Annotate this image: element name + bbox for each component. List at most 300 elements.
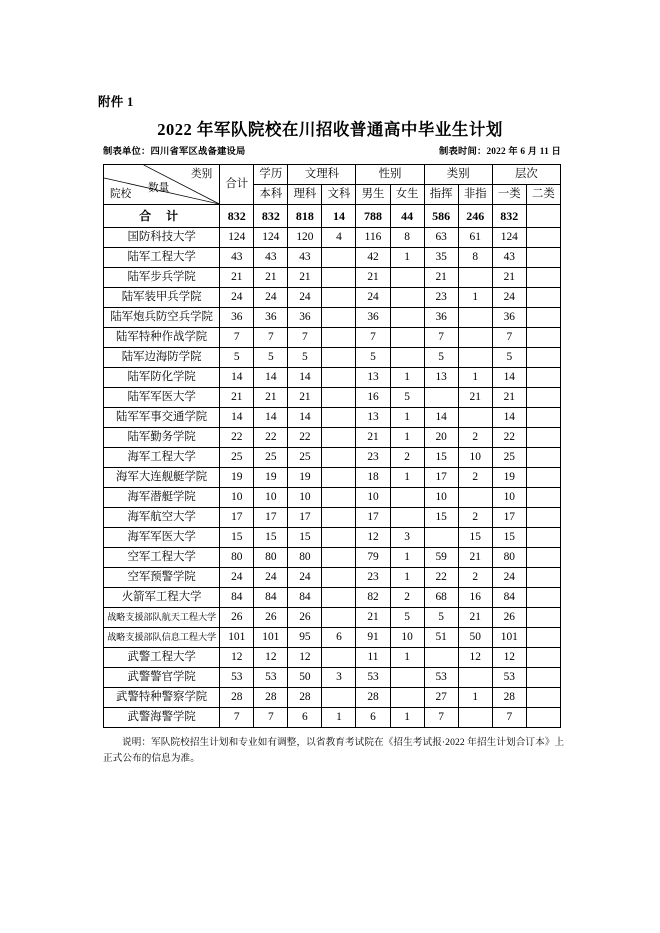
value-cell-二类 [526,668,560,688]
value-cell-非指 [458,408,492,428]
school-name-cell: 海军航空大学 [104,508,220,528]
value-cell-合计: 21 [220,388,254,408]
value-cell-指挥: 51 [424,628,458,648]
table-row [104,408,561,428]
value-cell-非指: 10 [458,448,492,468]
value-cell-二类 [526,508,560,528]
value-cell-非指: 21 [458,548,492,568]
value-cell-非指: 8 [458,248,492,268]
table-row [104,608,561,628]
table-row [104,548,561,568]
value-cell-理科: 10 [288,488,322,508]
school-name-cell: 武警特种警察学院 [104,688,220,708]
value-cell-理科: 25 [288,448,322,468]
value-cell-文科 [322,548,356,568]
table-row [104,448,561,468]
value-cell-男生: 23 [356,568,390,588]
meta-unit: 制表单位：四川省军区战备建设局 [103,147,246,157]
school-name-cell: 战略支援部队信息工程大学 [104,628,220,648]
school-name-cell: 陆军勤务学院 [104,428,220,448]
value-cell-女生 [390,688,424,708]
school-name-cell: 海军军医大学 [104,528,220,548]
value-cell-指挥 [424,388,458,408]
value-cell-非指: 1 [458,688,492,708]
value-cell-非指 [458,328,492,348]
value-cell-本科: 43 [254,248,288,268]
value-cell-二类 [526,648,560,668]
value-cell-二类 [526,248,560,268]
value-cell-本科: 53 [254,668,288,688]
attachment-label: 附件 1 [98,95,134,109]
corner-label-quantity: 数量 [148,183,170,194]
value-cell-指挥: 10 [424,488,458,508]
value-cell-一类: 24 [492,288,526,308]
value-cell-理科: 17 [288,508,322,528]
value-cell-女生: 3 [390,528,424,548]
value-cell-理科: 19 [288,468,322,488]
total-row-label: 合 计 [104,205,220,228]
column-header-noncommand: 非指 [458,185,492,205]
value-cell-女生: 1 [390,248,424,268]
value-cell-男生: 17 [356,508,390,528]
value-cell-指挥: 53 [424,668,458,688]
value-cell-男生: 91 [356,628,390,648]
value-cell-本科: 7 [254,708,288,728]
value-cell-合计: 14 [220,368,254,388]
value-cell-一类: 24 [492,568,526,588]
value-cell-指挥: 5 [424,348,458,368]
value-cell-指挥: 13 [424,368,458,388]
value-cell-本科: 26 [254,608,288,628]
value-cell-二类 [526,268,560,288]
value-cell-本科: 7 [254,328,288,348]
table-row [104,308,561,328]
value-cell-指挥: 14 [424,408,458,428]
value-cell-文科 [322,408,356,428]
value-cell-文科 [322,288,356,308]
value-cell-一类: 124 [492,228,526,248]
value-cell-指挥: 7 [424,708,458,728]
value-cell-一类: 101 [492,628,526,648]
value-cell-一类: 12 [492,648,526,668]
value-cell-指挥: 68 [424,588,458,608]
value-cell-女生 [390,508,424,528]
value-cell-本科: 832 [254,205,288,228]
value-cell-文科 [322,448,356,468]
value-cell-二类 [526,368,560,388]
value-cell-指挥 [424,528,458,548]
value-cell-理科: 14 [288,408,322,428]
value-cell-二类 [526,528,560,548]
admission-plan-table [103,164,561,728]
value-cell-本科: 10 [254,488,288,508]
corner-label-category: 类别 [191,169,213,180]
column-header-male: 男生 [356,185,390,205]
value-cell-非指 [458,488,492,508]
value-cell-文科 [322,488,356,508]
value-cell-男生: 11 [356,648,390,668]
value-cell-本科: 80 [254,548,288,568]
school-name-cell: 海军工程大学 [104,448,220,468]
value-cell-非指: 50 [458,628,492,648]
value-cell-一类: 15 [492,528,526,548]
value-cell-合计: 7 [220,708,254,728]
value-cell-文科 [322,608,356,628]
value-cell-女生: 1 [390,548,424,568]
value-cell-一类: 19 [492,468,526,488]
value-cell-一类: 84 [492,588,526,608]
value-cell-合计: 15 [220,528,254,548]
school-name-cell: 陆军炮兵防空兵学院 [104,308,220,328]
value-cell-一类: 25 [492,448,526,468]
table-row [104,568,561,588]
table-row [104,428,561,448]
value-cell-男生: 36 [356,308,390,328]
value-cell-二类 [526,548,560,568]
corner-header-cell [104,165,220,205]
value-cell-非指 [458,668,492,688]
value-cell-女生: 1 [390,368,424,388]
value-cell-指挥: 7 [424,328,458,348]
value-cell-合计: 7 [220,328,254,348]
value-cell-理科: 43 [288,248,322,268]
table-row [104,268,561,288]
value-cell-非指 [458,708,492,728]
value-cell-本科: 124 [254,228,288,248]
table-row [104,348,561,368]
value-cell-一类: 14 [492,408,526,428]
school-name-cell: 陆军军医大学 [104,388,220,408]
value-cell-合计: 28 [220,688,254,708]
table-row [104,528,561,548]
value-cell-男生: 42 [356,248,390,268]
value-cell-一类: 10 [492,488,526,508]
value-cell-非指: 2 [458,508,492,528]
value-cell-男生: 18 [356,468,390,488]
value-cell-女生: 1 [390,428,424,448]
value-cell-本科: 14 [254,408,288,428]
value-cell-合计: 43 [220,248,254,268]
value-cell-合计: 12 [220,648,254,668]
value-cell-一类: 36 [492,308,526,328]
school-name-cell: 陆军防化学院 [104,368,220,388]
value-cell-男生: 21 [356,428,390,448]
corner-label-school: 院校 [110,188,132,200]
value-cell-理科: 6 [288,708,322,728]
value-cell-理科: 26 [288,608,322,628]
value-cell-指挥: 20 [424,428,458,448]
value-cell-合计: 5 [220,348,254,368]
value-cell-理科: 24 [288,568,322,588]
value-cell-合计: 53 [220,668,254,688]
value-cell-理科: 21 [288,388,322,408]
value-cell-文科 [322,348,356,368]
value-cell-文科 [322,248,356,268]
value-cell-文科 [322,588,356,608]
value-cell-非指: 2 [458,468,492,488]
table-row [104,288,561,308]
school-name-cell: 火箭军工程大学 [104,588,220,608]
value-cell-一类: 26 [492,608,526,628]
value-cell-合计: 17 [220,508,254,528]
value-cell-文科 [322,528,356,548]
value-cell-一类: 832 [492,205,526,228]
value-cell-理科: 120 [288,228,322,248]
value-cell-男生: 13 [356,368,390,388]
column-header-science: 理科 [288,185,322,205]
value-cell-理科: 28 [288,688,322,708]
column-header-tier-one: 一类 [492,185,526,205]
value-cell-女生: 1 [390,708,424,728]
value-cell-指挥: 586 [424,205,458,228]
value-cell-二类 [526,688,560,708]
table-row [104,588,561,608]
column-group-total: 合计 [220,165,254,205]
value-cell-一类: 53 [492,668,526,688]
value-cell-合计: 24 [220,288,254,308]
value-cell-指挥: 22 [424,568,458,588]
value-cell-文科 [322,648,356,668]
meta-date: 制表时间：2022 年 6 月 11 日 [438,147,561,157]
value-cell-文科 [322,428,356,448]
value-cell-非指: 2 [458,428,492,448]
value-cell-文科 [322,468,356,488]
value-cell-文科 [322,508,356,528]
value-cell-指挥: 27 [424,688,458,708]
value-cell-指挥: 17 [424,468,458,488]
table-row [104,708,561,728]
value-cell-二类 [526,288,560,308]
school-name-cell: 武警海警学院 [104,708,220,728]
school-name-cell: 陆军步兵学院 [104,268,220,288]
value-cell-理科: 50 [288,668,322,688]
value-cell-女生 [390,668,424,688]
table-head [104,165,561,205]
value-cell-理科: 24 [288,288,322,308]
value-cell-男生: 24 [356,288,390,308]
value-cell-女生: 10 [390,628,424,648]
value-cell-女生: 2 [390,588,424,608]
table-row [104,328,561,348]
value-cell-文科 [322,308,356,328]
value-cell-女生: 1 [390,408,424,428]
document-meta [103,143,561,157]
value-cell-二类 [526,205,560,228]
school-name-cell: 陆军特种作战学院 [104,328,220,348]
value-cell-男生: 5 [356,348,390,368]
value-cell-女生: 2 [390,448,424,468]
school-name-cell: 陆军工程大学 [104,248,220,268]
value-cell-非指 [458,308,492,328]
value-cell-二类 [526,608,560,628]
value-cell-二类 [526,388,560,408]
column-group-gender: 性别 [356,165,424,185]
value-cell-理科: 15 [288,528,322,548]
value-cell-一类: 21 [492,268,526,288]
value-cell-文科 [322,568,356,588]
value-cell-男生: 13 [356,408,390,428]
school-name-cell: 空军预警学院 [104,568,220,588]
value-cell-二类 [526,308,560,328]
page-title: 2022 年军队院校在川招收普通高中毕业生计划 [157,120,503,139]
value-cell-指挥: 5 [424,608,458,628]
value-cell-指挥: 36 [424,308,458,328]
school-name-cell: 空军工程大学 [104,548,220,568]
value-cell-男生: 788 [356,205,390,228]
value-cell-理科: 14 [288,368,322,388]
value-cell-男生: 79 [356,548,390,568]
value-cell-非指: 12 [458,648,492,668]
value-cell-一类: 22 [492,428,526,448]
value-cell-理科: 36 [288,308,322,328]
column-header-undergrad: 本科 [254,185,288,205]
value-cell-理科: 12 [288,648,322,668]
value-cell-本科: 101 [254,628,288,648]
value-cell-合计: 24 [220,568,254,588]
table-row [104,228,561,248]
value-cell-二类 [526,568,560,588]
value-cell-指挥: 59 [424,548,458,568]
value-cell-男生: 16 [356,388,390,408]
value-cell-合计: 832 [220,205,254,228]
value-cell-一类: 17 [492,508,526,528]
value-cell-文科: 4 [322,228,356,248]
value-cell-男生: 10 [356,488,390,508]
value-cell-指挥 [424,648,458,668]
value-cell-文科: 6 [322,628,356,648]
value-cell-男生: 28 [356,688,390,708]
column-header-command: 指挥 [424,185,458,205]
value-cell-合计: 80 [220,548,254,568]
value-cell-男生: 21 [356,268,390,288]
value-cell-文科: 3 [322,668,356,688]
value-cell-一类: 80 [492,548,526,568]
table-row [104,648,561,668]
value-cell-一类: 5 [492,348,526,368]
value-cell-本科: 5 [254,348,288,368]
value-cell-女生 [390,328,424,348]
column-header-tier-two: 二类 [526,185,560,205]
table-body [104,205,561,728]
value-cell-指挥: 15 [424,448,458,468]
value-cell-男生: 21 [356,608,390,628]
value-cell-指挥: 35 [424,248,458,268]
value-cell-一类: 7 [492,708,526,728]
value-cell-理科: 818 [288,205,322,228]
value-cell-女生: 1 [390,468,424,488]
value-cell-合计: 19 [220,468,254,488]
table-row [104,628,561,648]
value-cell-非指: 16 [458,588,492,608]
value-cell-女生 [390,488,424,508]
column-group-education: 学历 [254,165,288,185]
value-cell-女生: 44 [390,205,424,228]
value-cell-文科: 1 [322,708,356,728]
value-cell-男生: 12 [356,528,390,548]
value-cell-一类: 21 [492,388,526,408]
value-cell-本科: 24 [254,288,288,308]
column-header-female: 女生 [390,185,424,205]
value-cell-合计: 26 [220,608,254,628]
value-cell-文科 [322,388,356,408]
value-cell-二类 [526,708,560,728]
value-cell-本科: 21 [254,388,288,408]
value-cell-文科: 14 [322,205,356,228]
value-cell-男生: 53 [356,668,390,688]
value-cell-本科: 15 [254,528,288,548]
value-cell-本科: 24 [254,568,288,588]
footnote: 说明：军队院校招生计划和专业如有调整，以省教育考试院在《招生考试报·2022 年招生计划合订本》上正式公布的信息为准。 [103,737,565,764]
value-cell-非指: 15 [458,528,492,548]
value-cell-本科: 84 [254,588,288,608]
value-cell-本科: 12 [254,648,288,668]
value-cell-文科 [322,688,356,708]
value-cell-女生 [390,308,424,328]
value-cell-男生: 7 [356,328,390,348]
school-name-cell: 陆军装甲兵学院 [104,288,220,308]
value-cell-女生 [390,268,424,288]
value-cell-本科: 22 [254,428,288,448]
value-cell-非指: 2 [458,568,492,588]
table-row [104,688,561,708]
school-name-cell: 陆军军事交通学院 [104,408,220,428]
value-cell-合计: 22 [220,428,254,448]
column-group-tier: 层次 [492,165,560,185]
value-cell-本科: 17 [254,508,288,528]
school-name-cell: 武警工程大学 [104,648,220,668]
value-cell-本科: 36 [254,308,288,328]
value-cell-一类: 28 [492,688,526,708]
value-cell-本科: 21 [254,268,288,288]
value-cell-合计: 36 [220,308,254,328]
value-cell-理科: 22 [288,428,322,448]
value-cell-非指 [458,268,492,288]
table-row [104,508,561,528]
table-row [104,488,561,508]
value-cell-二类 [526,628,560,648]
table-row [104,248,561,268]
school-name-cell: 战略支援部队航天工程大学 [104,608,220,628]
value-cell-男生: 116 [356,228,390,248]
value-cell-女生: 1 [390,648,424,668]
table-row [104,368,561,388]
value-cell-合计: 84 [220,588,254,608]
value-cell-合计: 10 [220,488,254,508]
value-cell-本科: 14 [254,368,288,388]
value-cell-理科: 95 [288,628,322,648]
table-total-row [104,205,561,228]
column-group-stream: 文理科 [288,165,356,185]
value-cell-男生: 23 [356,448,390,468]
value-cell-二类 [526,428,560,448]
school-name-cell: 国防科技大学 [104,228,220,248]
value-cell-非指: 21 [458,388,492,408]
column-header-arts: 文科 [322,185,356,205]
value-cell-文科 [322,268,356,288]
value-cell-非指: 1 [458,368,492,388]
value-cell-理科: 5 [288,348,322,368]
table-row [104,668,561,688]
value-cell-合计: 25 [220,448,254,468]
value-cell-非指 [458,348,492,368]
value-cell-非指: 246 [458,205,492,228]
value-cell-女生: 1 [390,568,424,588]
value-cell-一类: 14 [492,368,526,388]
table-row [104,468,561,488]
value-cell-合计: 101 [220,628,254,648]
school-name-cell: 海军大连舰艇学院 [104,468,220,488]
value-cell-男生: 6 [356,708,390,728]
